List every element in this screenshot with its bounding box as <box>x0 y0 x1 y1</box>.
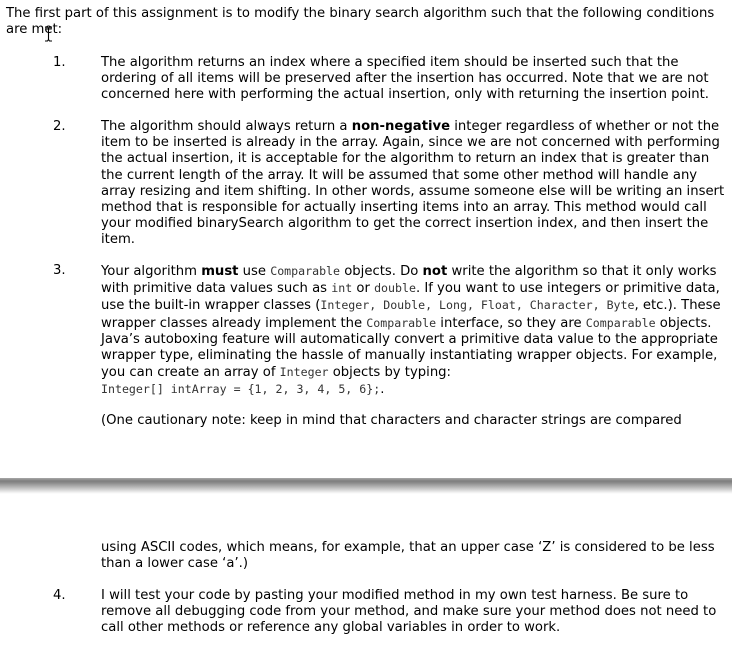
list-number: 1. <box>53 55 66 70</box>
emphasis-text: not <box>422 264 448 279</box>
text-run: Your algorithm <box>101 264 202 279</box>
cautionary-note-continued: using ASCII codes, which means, for example, that an upper case ‘Z’ is considered to be less than a lower case ‘a’.) <box>101 540 715 572</box>
list-number: 4. <box>53 588 66 603</box>
list-number: 2. <box>53 119 66 134</box>
code-text: Integer <box>279 365 329 380</box>
text-run: . <box>380 382 385 398</box>
text-run: objects. Java’s autoboxing feature will automatically convert a primitive data value to the appropriate wrapper type, eliminating the hassle of manually instantiating wrapper objects. For example, you can create an array of <box>101 315 718 381</box>
text-run: objects. Do <box>340 264 423 279</box>
code-text: Comparable <box>270 264 341 278</box>
page-break-divider <box>0 478 732 494</box>
code-text: Integer, Double, Long, Float, Character, Byte <box>320 298 635 313</box>
text-run: The algorithm should always return a <box>101 119 352 134</box>
text-run: use <box>238 264 271 279</box>
code-example: Integer[] intArray = {1, 2, 3, 4, 5, 6}; <box>101 382 381 397</box>
code-text: Comparable <box>585 315 656 330</box>
code-text: Comparable <box>366 315 437 330</box>
text-run: write the algorithm so that it only works with primitive data values such as <box>101 264 717 297</box>
text-run: integer regardless of whether or not the item to be inserted is already in the array. Again, since we are not concerned with performing the actual insertion, it is acceptable for the algorithm to return an index that is greater than the current length of the array. It will be assumed that some other method will handle any array resizing and item shifting. In other words, assume someone else will be writing an insert method that is responsible for actually inserting items into an array. This method would call your modified binarySearch algorithm to get the correct insertion index, and then insert the item. <box>101 119 725 248</box>
text-run: , etc.). These wrapper classes already implement the <box>101 298 721 331</box>
text-run: or <box>352 281 375 297</box>
list-item-text: The algorithm returns an index where a specified item should be inserted such that the ordering of all items will be preserved after the insertion has occurred. Note that we are not concerned here with performing the actual insertion, only with returning the insertion point. <box>101 55 709 103</box>
text-run: objects by typing: <box>328 365 451 381</box>
cautionary-note: (One cautionary note: keep in mind that characters and character strings are compared <box>101 412 682 428</box>
code-text: int <box>331 281 353 296</box>
list-item-text: I will test your code by pasting your modified method in my own test harness. Be sure to remove all debugging code from your method, and make sure your method does not need to call other methods or reference any global variables in order to work. <box>101 588 717 636</box>
text-cursor-icon <box>44 26 53 42</box>
emphasis-text: non-negative <box>351 119 451 134</box>
intro-paragraph: The first part of this assignment is to modify the binary search algorithm such that the following conditions are met: <box>6 6 715 38</box>
code-text: double <box>374 281 416 296</box>
emphasis-text: must <box>201 264 239 279</box>
list-number: 3. <box>53 263 66 278</box>
list-item-text <box>101 263 727 429</box>
paragraph <box>101 263 727 399</box>
text-run: . If you want to use integers or primitive data, use the built-in wrapper classes ( <box>101 281 720 314</box>
text-run: interface, so they are <box>436 315 586 331</box>
list-item-text <box>101 119 727 249</box>
